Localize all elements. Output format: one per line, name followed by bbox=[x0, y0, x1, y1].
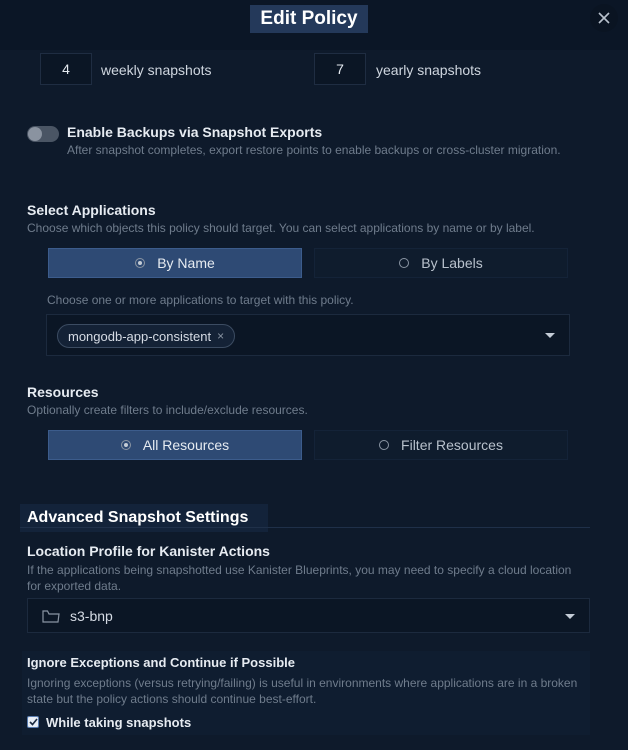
folder-icon bbox=[42, 608, 60, 624]
chip-remove-icon[interactable]: × bbox=[217, 329, 225, 343]
chevron-down-icon[interactable] bbox=[565, 614, 575, 619]
select-applications-description: Choose which objects this policy should target. You can select applications by name or by label. bbox=[27, 221, 535, 235]
filter-resources-label: Filter Resources bbox=[401, 437, 503, 453]
ignore-exceptions-label: Ignore Exceptions and Continue if Possible bbox=[27, 655, 295, 670]
select-applications-heading: Select Applications bbox=[27, 202, 156, 218]
by-name-option[interactable] bbox=[48, 248, 302, 278]
by-labels-radio bbox=[399, 258, 409, 268]
location-profile-label: Location Profile for Kanister Actions bbox=[27, 543, 270, 559]
filter-resources-option[interactable] bbox=[314, 430, 568, 460]
by-name-radio bbox=[135, 258, 145, 268]
all-resources-label: All Resources bbox=[142, 437, 230, 453]
location-profile-description-2: for exported data. bbox=[27, 579, 122, 593]
check-icon bbox=[29, 718, 38, 726]
all-resources-radio bbox=[121, 440, 131, 450]
weekly-snapshots-input[interactable]: 4 bbox=[40, 53, 92, 85]
all-resources-option[interactable] bbox=[48, 430, 302, 460]
by-labels-option[interactable] bbox=[314, 248, 568, 278]
close-button[interactable] bbox=[590, 4, 618, 32]
yearly-snapshots-label: yearly snapshots bbox=[376, 62, 482, 78]
application-chip bbox=[57, 324, 235, 348]
while-taking-snapshots-checkbox[interactable] bbox=[27, 716, 39, 728]
location-profile-value: s3-bnp bbox=[70, 608, 113, 624]
location-profile-description-1: If the applications being snapshotted use Kanister Blueprints, you may need to specify a cloud location bbox=[27, 563, 572, 577]
resources-heading: Resources bbox=[27, 384, 99, 400]
yearly-snapshots-input[interactable]: 7 bbox=[314, 53, 366, 85]
location-profile-select[interactable] bbox=[27, 598, 590, 633]
by-name-label: By Name bbox=[157, 255, 215, 271]
enable-backups-toggle[interactable] bbox=[27, 126, 59, 142]
chevron-down-icon[interactable] bbox=[545, 333, 555, 338]
applications-select[interactable] bbox=[46, 314, 570, 356]
application-chip-label: mongodb-app-consistent bbox=[68, 328, 212, 344]
ignore-exceptions-description-1: Ignoring exceptions (versus retrying/failing) is useful in environments where applications are in a broken bbox=[27, 676, 578, 690]
by-labels-label: By Labels bbox=[421, 255, 483, 271]
resources-description: Optionally create filters to include/exclude resources. bbox=[27, 403, 308, 417]
weekly-snapshots-label: weekly snapshots bbox=[101, 62, 212, 78]
while-taking-snapshots-label: While taking snapshots bbox=[46, 715, 192, 730]
enable-backups-label: Enable Backups via Snapshot Exports bbox=[67, 124, 323, 140]
ignore-exceptions-description-2: state but the policy actions should continue best-effort. bbox=[27, 692, 317, 706]
applications-helper: Choose one or more applications to target with this policy. bbox=[47, 293, 354, 307]
filter-resources-radio bbox=[379, 440, 389, 450]
enable-backups-description: After snapshot completes, export restore points to enable backups or cross-cluster migration. bbox=[67, 143, 561, 157]
advanced-divider bbox=[20, 527, 590, 528]
dialog-title: Edit Policy bbox=[250, 5, 368, 33]
close-icon bbox=[598, 12, 610, 24]
advanced-settings-heading: Advanced Snapshot Settings bbox=[20, 504, 268, 532]
